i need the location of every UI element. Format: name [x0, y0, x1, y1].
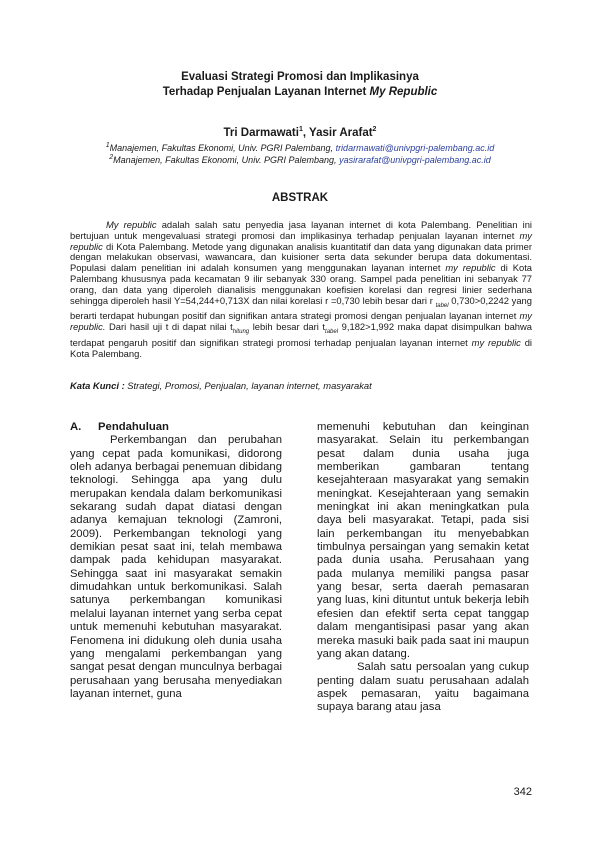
title-line-2: Terhadap Penjualan Layanan Internet My Republic — [162, 86, 438, 98]
body-paragraph: Salah satu persoalan yang cukup penting dalam suatu perusahaan adalah aspek pemasaran, yaitu bagaimana supaya barang atau jasa — [317, 661, 529, 714]
author-email-2[interactable]: yasirarafat@univpgri-palembang.ac.id — [339, 155, 491, 165]
author-list: Tri Darmawati$^1$, Yasir Arafat$^2$ — [223, 126, 377, 139]
author-email-1[interactable]: tridarmawati@univpgri-palembang.ac.id — [335, 143, 495, 153]
author-name-2: Yasir Arafat — [309, 126, 373, 139]
paper-title — [0, 70, 600, 100]
section-heading — [70, 421, 282, 434]
abstract-heading: ABSTRAK — [271, 192, 329, 204]
page-number: 342 — [513, 786, 532, 798]
abstract-paragraph: My republic adalah salah satu penyedia jasa layanan internet di kota Palembang. Penelitian ini bertujuan untuk mengevaluasi strategi promosi dan implikasinya terhadap penjualan layanan internet my republic di Kota Palembang. Metode yang digunakan analisis kuantitatif dan data yang digunakan data primer dengan melakukan observasi, wawancara, dan kuisioner serta data sekunder berupa data dokumentasi. Populasi dalam penelitian ini adalah konsumen yang menggunakan layanan internet my republic di Kota Palembang khususnya pada kecamatan 9 ilir sebanyak 330 orang. Sampel pada penelitian ini sebanyak 77 orang, dan data yang diperoleh dianalisis menggunakan koefisien korelasi dan regresi linier sederhana sehingga diperoleh hasil Y=54,244+0,713X dan nilai korelasi r =0,730 lebih besar dari r $_{tabel}$ 0,730>0,2242 yang berarti terdapat hubungan positif dan signifikan antara strategi promosi dengan penjualan layanan internet my republic. Dari hasil uji t di dapat nilai $t_{hitung}$ lebih besar dari $t_{tabel}$ 9,182>1,992 maka dapat disimpulkan bahwa terdapat pengaruh positif dan signifikan strategi promosi terhadap penjualan layanan internet my republic di Kota Palembang. — [70, 219, 533, 359]
body-paragraph: memenuhi kebutuhan dan keinginan masyarakat. Selain itu perkembangan pesat dalam dunia usaha juga memberikan gambaran tentang kesejahteraan masyarakat yang semakin meningkat. Kesejahteraan yang semakin meningkat ini akan meningkatkan pula daya beli masyarakat. Tetapi, pada sisi lain perkembangan itu menyebabkan timbulnya persaingan yang semakin ketat pada dunia usaha. Perusahaan yang pada mulanya memiliki pangsa pasar yang besar, serta daerah pemasaran yang luas, kini dituntut untuk bekerja lebih efesien dan efektif serta cepat tanggap dalam mengantisipasi pasar yang akan mereka masuki baik pada saat ini maupun yang akan datang. — [317, 421, 529, 660]
affiliation-1: $^1$Manajemen, Fakultas Ekonomi, Univ. PGRI Palembang, tridarmawati@univpgri-palembang.ac.id — [105, 142, 495, 153]
keywords-label: Kata Kunci : — [70, 380, 125, 391]
title-line-1: Evaluasi Strategi Promosi dan Implikasinya — [181, 71, 419, 83]
author-name-1: Tri Darmawati — [223, 126, 299, 139]
body-column-left — [70, 421, 282, 701]
affiliation-2: $^2$Manajemen, Fakultas Ekonomi, Univ. PGRI Palembang, yasirarafat@univpgri-palembang.ac.id — [109, 154, 491, 165]
body-paragraph: Perkembangan dan perubahan yang cepat pada komunikasi, didorong oleh adanya berbagai penemuan dibidang teknologi. Sehingga apa yang dulu merupakan kendala dalam berkomunikasi sekarang sudah dapat diatasi dengan adanya kemajuan teknologi (Zamroni, 2009). Perkembangan teknologi yang demikian pesat saat ini, telah membawa dampak pada kehidupan masyarakat. Sehingga saat ini masyarakat semakin dimudahkan untuk berkomunikasi. Salah satunya perkembangan komunikasi melalui layanan internet yang serba cepat untuk memenuhi kebutuhan masyarakat. Fenomena ini didukung oleh dunia usaha yang mengalami perkembangan yang sangat pesat dengan munculnya berbagai perusahaan yang berusaha menyediakan layanan internet, guna — [70, 434, 282, 700]
title-brand: My Republic — [369, 86, 438, 98]
keywords — [70, 380, 532, 391]
keywords-text: Strategi, Promosi, Penjualan, layanan internet, masyarakat — [124, 380, 372, 391]
abstract-body — [70, 220, 532, 359]
body-column-right — [317, 421, 529, 715]
section-title: Pendahuluan — [98, 421, 169, 433]
section-number: A. — [70, 421, 82, 433]
